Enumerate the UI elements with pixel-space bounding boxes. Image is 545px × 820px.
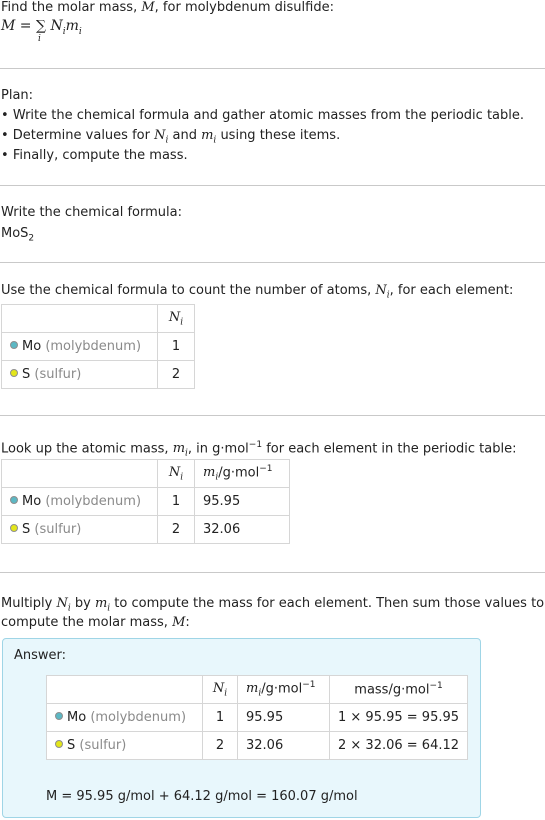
answer-label: Answer: — [14, 648, 67, 663]
answer-box — [2, 638, 481, 818]
atomic-mass-table: $N_i$ $m_i/g\cdot mol^{-1}$ Mo (molybdenum) 1 95.95 S (sulfur) 2 32.06 — [1, 459, 290, 544]
table-row: Mo (molybdenum) 1 95.95 — [2, 488, 290, 516]
table-row: Mo (molybdenum) 1 — [2, 333, 195, 361]
table-row: S (sulfur) 2 — [2, 361, 195, 389]
molybdenum-color-dot — [10, 496, 18, 504]
multiply-step-line-2: compute the molar mass, M: — [1, 615, 190, 630]
molybdenum-color-dot — [10, 341, 18, 349]
divider — [0, 415, 545, 416]
sulfur-color-dot — [10, 524, 18, 532]
plan-item-3: • Finally, compute the mass. — [1, 148, 188, 163]
molar-mass-table: $N_i$ $m_i/g\cdot mol^{-1}$ mass/g·mol$^{-1}$ Mo (molybdenum) 1 95.95 1 × 95.95 = 95.95 S (sulfur) 2 32.06 2 × 32.06 = 64.12 — [46, 675, 468, 760]
plan-item-2: • Determine values for $N_i$ and $m_i$ using these items. — [1, 128, 341, 146]
molar-mass-equation: M = ∑ i $N_im_i$ — [1, 18, 82, 44]
chemical-formula: MoS$_2$ — [1, 226, 35, 244]
plan-item-1: • Write the chemical formula and gather atomic masses from the periodic table. — [1, 108, 524, 123]
intro-label: Find the molar mass, M, for molybdenum disulfide: — [1, 0, 334, 15]
lookup-step-text: Look up the atomic mass, $m_i$, in g·mol$^{-1}$ for each element in the periodic table: — [1, 440, 517, 459]
sulfur-color-dot — [55, 740, 63, 748]
intro-text — [1, 0, 334, 16]
sulfur-color-dot — [10, 369, 18, 377]
atom-count-table: $N_i$ Mo (molybdenum) 1 S (sulfur) 2 — [1, 304, 195, 389]
final-result: M = 95.95 g/mol + 64.12 g/mol = 160.07 g/mol — [46, 789, 358, 804]
divider — [0, 185, 545, 186]
multiply-step-line-1: Multiply $N_i$ by $m_i$ to compute the mass for each element. Then sum those values to — [1, 596, 545, 614]
divider — [0, 262, 545, 263]
molybdenum-color-dot — [55, 712, 63, 720]
divider — [0, 572, 545, 573]
table-row: S (sulfur) 2 32.06 2 × 32.06 = 64.12 — [47, 732, 468, 760]
plan-title: Plan: — [1, 88, 34, 103]
formula-label: Write the chemical formula: — [1, 205, 182, 220]
divider — [0, 68, 545, 69]
count-step-text: Use the chemical formula to count the number of atoms, $N_i$, for each element: — [1, 283, 514, 301]
table-row: Mo (molybdenum) 1 95.95 1 × 95.95 = 95.95 — [47, 704, 468, 732]
table-row: S (sulfur) 2 32.06 — [2, 516, 290, 544]
